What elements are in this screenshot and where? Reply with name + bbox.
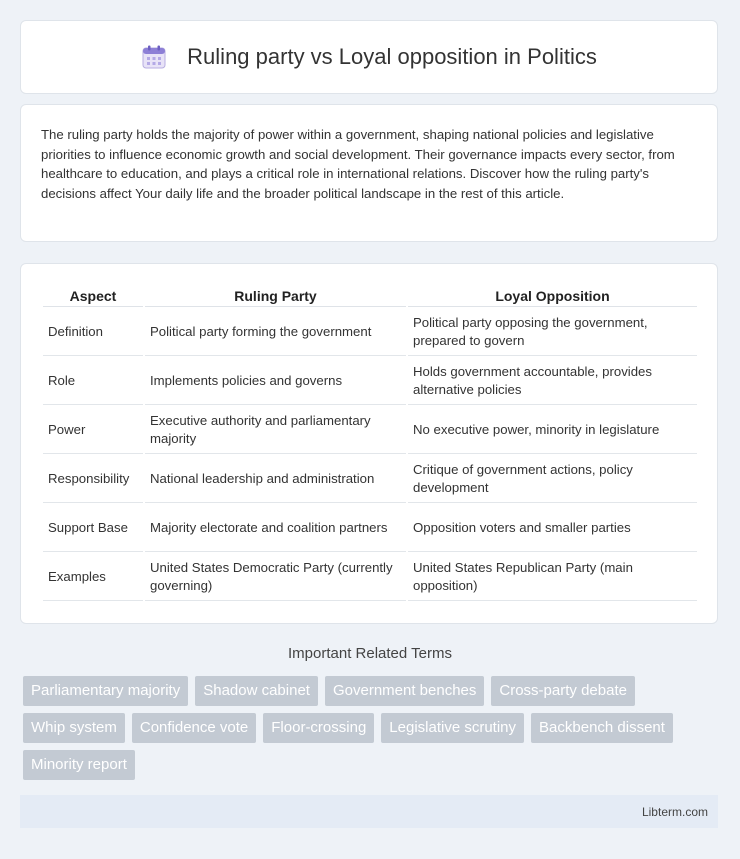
table-row	[43, 505, 697, 552]
column-header-loyal-opposition: Loyal Opposition	[408, 284, 697, 307]
page-title: Ruling party vs Loyal opposition in Politics	[187, 44, 597, 69]
table-cell: Holds government accountable, provides alternative policies	[408, 358, 697, 405]
table-cell: United States Democratic Party (currently governing)	[145, 554, 406, 601]
table-cell: Examples	[43, 554, 143, 601]
table-cell: Critique of government actions, policy development	[408, 456, 697, 503]
related-term-tag[interactable]: Government benches	[325, 676, 484, 706]
table-cell: Executive authority and parliamentary majority	[145, 407, 406, 454]
table-row	[43, 309, 697, 356]
table-header-row	[43, 284, 697, 307]
intro-card	[20, 104, 718, 242]
related-term-tag[interactable]: Legislative scrutiny	[381, 713, 524, 743]
calendar-icon	[141, 44, 167, 70]
table-cell: Responsibility	[43, 456, 143, 503]
footer-site-link[interactable]: Libterm.com	[641, 804, 708, 819]
table-row	[43, 456, 697, 503]
related-term-tag[interactable]: Cross-party debate	[491, 676, 635, 706]
related-term-tag[interactable]: Shadow cabinet	[195, 676, 318, 706]
column-header-aspect: Aspect	[43, 284, 143, 307]
related-term-tag[interactable]: Minority report	[23, 750, 135, 780]
related-term-tag[interactable]: Confidence vote	[132, 713, 256, 743]
related-term-tag[interactable]: Backbench dissent	[531, 713, 673, 743]
table-cell: Opposition voters and smaller parties	[408, 505, 697, 552]
column-header-ruling-party: Ruling Party	[145, 284, 406, 307]
table-row	[43, 407, 697, 454]
comparison-table	[41, 282, 699, 603]
related-term-tag[interactable]: Parliamentary majority	[23, 676, 188, 706]
table-cell: Political party forming the government	[145, 309, 406, 356]
table-cell: Definition	[43, 309, 143, 356]
comparison-card	[20, 263, 718, 624]
related-term-tag[interactable]: Whip system	[23, 713, 125, 743]
table-cell: Role	[43, 358, 143, 405]
table-cell: National leadership and administration	[145, 456, 406, 503]
related-terms-title: Important Related Terms	[288, 645, 452, 662]
table-cell: No executive power, minority in legislature	[408, 407, 697, 454]
table-cell: Power	[43, 407, 143, 454]
header-card	[20, 20, 718, 94]
table-cell: United States Republican Party (main opposition)	[408, 554, 697, 601]
table-cell: Majority electorate and coalition partners	[145, 505, 406, 552]
related-terms-list	[23, 676, 723, 787]
table-cell: Support Base	[43, 505, 143, 552]
table-cell: Implements policies and governs	[145, 358, 406, 405]
table-row	[43, 358, 697, 405]
intro-text: The ruling party holds the majority of power within a government, shaping national policies and legislative priorities to influence economic growth and social development. Their governance impacts every sector, from healthcare to education, and plays a critical role in international relations. Discover how the ruling party's decisions affect Your daily life and the broader political landscape in the rest of this article.	[41, 127, 675, 201]
table-row	[43, 554, 697, 601]
table-cell: Political party opposing the government, prepared to govern	[408, 309, 697, 356]
related-term-tag[interactable]: Floor-crossing	[263, 713, 374, 743]
footer	[20, 795, 718, 828]
